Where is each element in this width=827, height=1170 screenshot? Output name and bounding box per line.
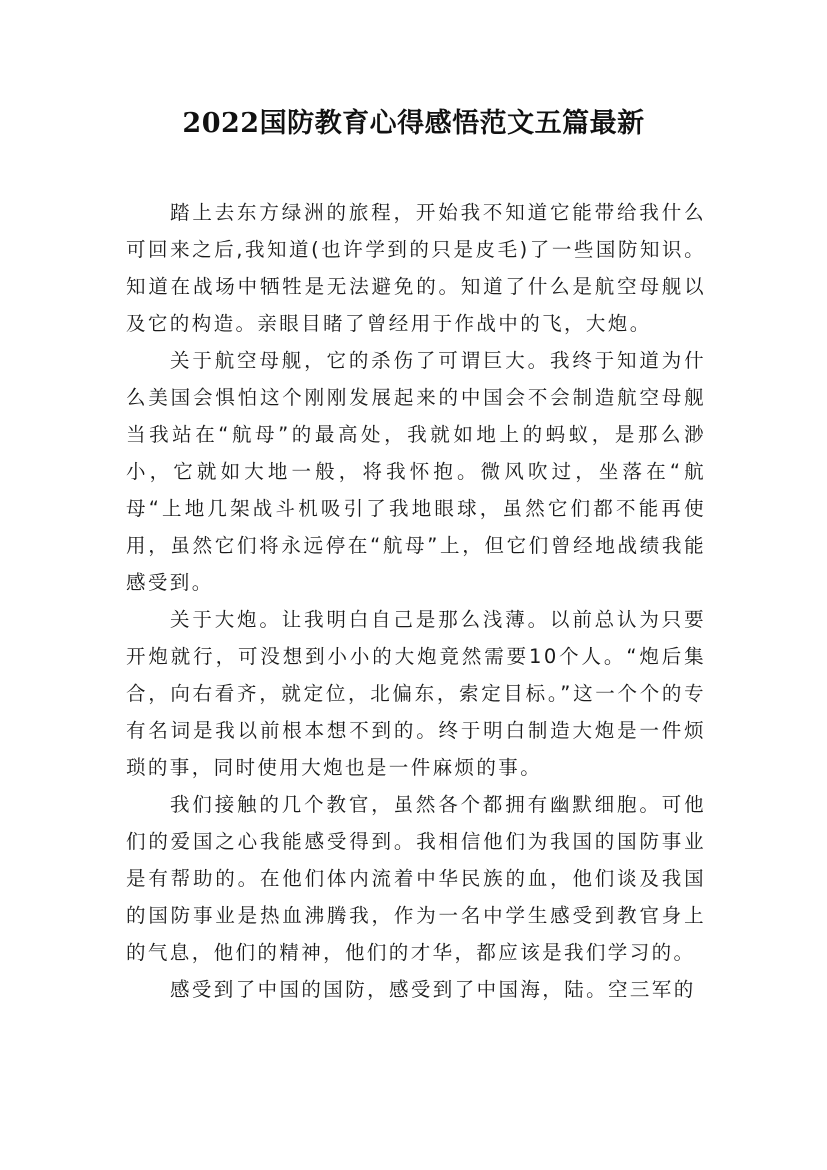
paragraph-1: 踏上去东方绿洲的旅程，开始我不知道它能带给我什么可回来之后,我知道(也许学到的只是皮毛)了一些国防知识。知道在战场中牺牲是无法避免的。知道了什么是航空母舰以及它的构造。亲眼目睹了曾经用于作战中的飞，大炮。 bbox=[126, 201, 706, 335]
document-body bbox=[126, 194, 706, 1008]
paragraph-3: 关于大炮。让我明白自己是那么浅薄。以前总认为只要开炮就行，可没想到小小的大炮竟然需要10个人。“炮后集合，向右看齐，就定位，北偏东，索定目标。”这一个个的专有名词是我以前根本想不到的。终于明白制造大炮是一件烦琐的事，同时使用大炮也是一件麻烦的事。 bbox=[126, 608, 706, 779]
paragraph-2: 关于航空母舰，它的杀伤了可谓巨大。我终于知道为什么美国会惧怕这个刚刚发展起来的中国会不会制造航空母舰当我站在“航母”的最高处，我就如地上的蚂蚁，是那么渺小，它就如大地一般，将我怀抱。微风吹过，坐落在“航母“上地几架战斗机吸引了我地眼球，虽然它们都不能再使用，虽然它们将永远停在“航母”上，但它们曾经地战绩我能感受到。 bbox=[126, 349, 706, 594]
document-title: 2022国防教育心得感悟范文五篇最新 bbox=[182, 108, 645, 139]
paragraph-4: 我们接触的几个教官，虽然各个都拥有幽默细胞。可他们的爱国之心我能感受得到。我相信他们为我国的国防事业是有帮助的。在他们体内流着中华民族的血，他们谈及我国的国防事业是热血沸腾我，作为一名中学生感受到教官身上的气息，他们的精神，他们的才华，都应该是我们学习的。 bbox=[126, 793, 706, 964]
paragraph-5: 感受到了中国的国防，感受到了中国海，陆。空三军的 bbox=[170, 978, 696, 1001]
